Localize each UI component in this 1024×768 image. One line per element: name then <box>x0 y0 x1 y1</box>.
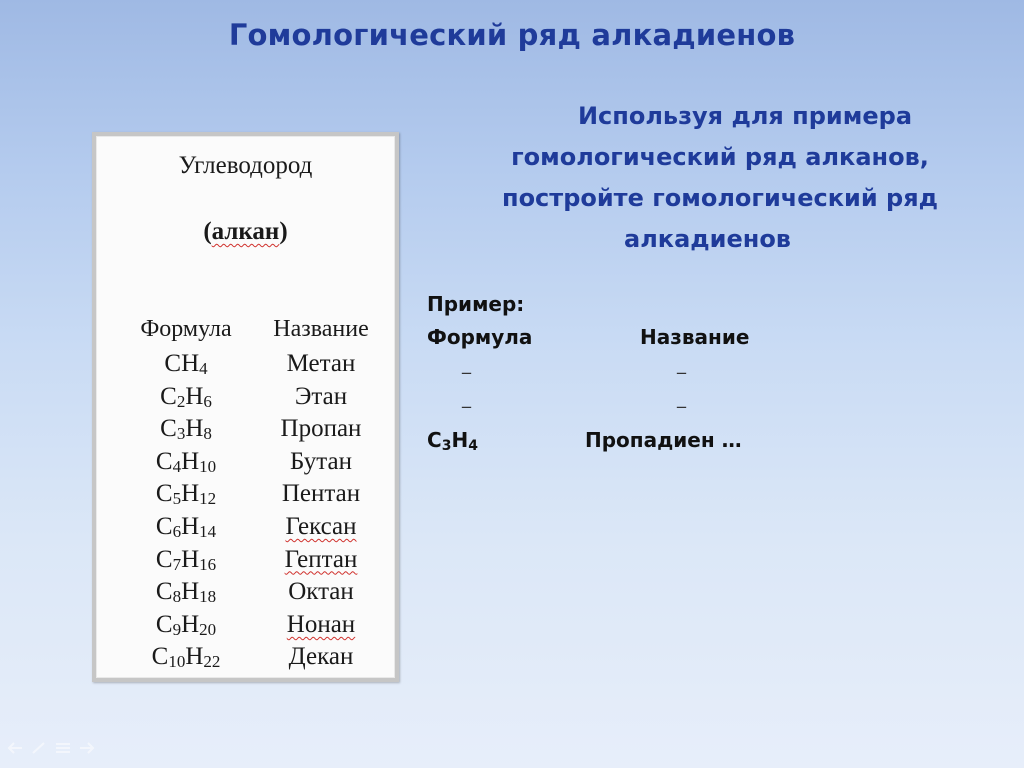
example-dash: _ <box>462 388 471 409</box>
row-name: Этан <box>294 382 348 410</box>
task-text <box>470 96 970 260</box>
table-row <box>96 480 395 513</box>
table-header-hydrocarbon: Углеводород <box>178 152 313 179</box>
row-formula: $C_9H_{20}$ <box>155 610 217 639</box>
row-formula: $C_{10}H_{22}$ <box>151 643 221 672</box>
menu-icon[interactable] <box>54 740 72 754</box>
example-name <box>585 428 742 452</box>
table-row <box>96 350 395 383</box>
example-formula-header: Формула <box>427 325 533 349</box>
column-formula-header: Формула <box>140 316 232 342</box>
carbon-count: 9 <box>172 619 182 639</box>
carbon-count: 7 <box>172 554 182 574</box>
example-dash: _ <box>462 354 471 375</box>
example-c-count: 3 <box>441 438 452 454</box>
carbon-count: 5 <box>172 489 182 509</box>
alkane-word: алкан <box>211 218 280 245</box>
table-row <box>96 611 395 644</box>
row-formula: $C_3H_8$ <box>160 415 212 444</box>
example-formula: $C_3H_4$ <box>427 428 478 454</box>
hydrogen-count: 20 <box>199 619 217 639</box>
row-formula: $C_8H_{18}$ <box>155 578 217 607</box>
hydrogen-count: 4 <box>199 359 208 378</box>
task-line-2: гомологический ряд алканов, <box>511 143 929 171</box>
row-name: Гептан <box>284 545 358 573</box>
task-line-3: постройте гомологический ряд <box>501 184 939 212</box>
table-header-alkane: (алкан) <box>203 218 288 245</box>
row-name: Гексан <box>285 513 357 540</box>
row-name: Октан <box>288 578 354 606</box>
table-row <box>96 415 395 448</box>
table-row <box>96 513 395 546</box>
row-name: Пропан <box>280 415 362 443</box>
back-arrow-icon[interactable] <box>6 740 24 754</box>
row-name: Метан <box>286 350 356 377</box>
example-name-header: Название <box>640 325 750 349</box>
hydrogen-count: 12 <box>199 489 217 509</box>
row-formula: $C_4H_{10}$ <box>155 447 217 476</box>
hydrogen-count: 16 <box>199 554 217 574</box>
carbon-count: 8 <box>172 587 182 607</box>
row-name: Нонан <box>286 610 356 638</box>
column-name-header: Название <box>273 316 369 342</box>
example-name-text: Пропадиен <box>585 428 715 452</box>
forward-arrow-icon[interactable] <box>78 740 96 754</box>
hydrogen-count: 14 <box>199 522 217 541</box>
carbon-count: 4 <box>172 456 182 476</box>
hydrogen-count: 8 <box>203 424 212 444</box>
slideshow-nav <box>6 740 96 754</box>
task-line-1: Используя для примера <box>577 102 913 130</box>
carbon-count: 10 <box>168 652 186 672</box>
pen-icon[interactable] <box>30 740 48 754</box>
row-formula: $C_7H_{16}$ <box>155 545 217 574</box>
table-row <box>96 448 395 481</box>
hydrogen-count: 22 <box>203 652 221 672</box>
table-row <box>96 643 395 676</box>
carbon-count: 3 <box>176 424 186 444</box>
row-formula: $CH_4$ <box>164 350 208 378</box>
carbon-count: 2 <box>176 391 186 411</box>
row-formula: $C_5H_{12}$ <box>155 480 217 509</box>
example-ellipsis: … <box>721 428 742 452</box>
row-name: Пентан <box>281 480 361 508</box>
table-column-headers <box>96 316 395 349</box>
hydrogen-count: 10 <box>199 456 217 476</box>
task-line-4: алкадиенов <box>624 225 791 253</box>
table-row <box>96 546 395 579</box>
slide-title: Гомологический ряд алкадиенов <box>228 18 796 52</box>
carbon-count: 6 <box>172 522 182 541</box>
example-label: Пример: <box>427 292 525 316</box>
example-dash: _ <box>677 388 686 409</box>
alkane-table-image <box>92 132 399 682</box>
row-formula: $C_6H_{14}$ <box>155 513 217 541</box>
table-row <box>96 383 395 416</box>
hydrogen-count: 6 <box>203 391 212 411</box>
table-row <box>96 578 395 611</box>
row-name: Бутан <box>290 447 352 475</box>
row-formula: $C_2H_6$ <box>160 382 212 411</box>
example-h-count: 4 <box>468 438 478 454</box>
row-name: Декан <box>288 643 354 671</box>
hydrogen-count: 18 <box>199 587 217 607</box>
example-dash: _ <box>677 354 686 375</box>
